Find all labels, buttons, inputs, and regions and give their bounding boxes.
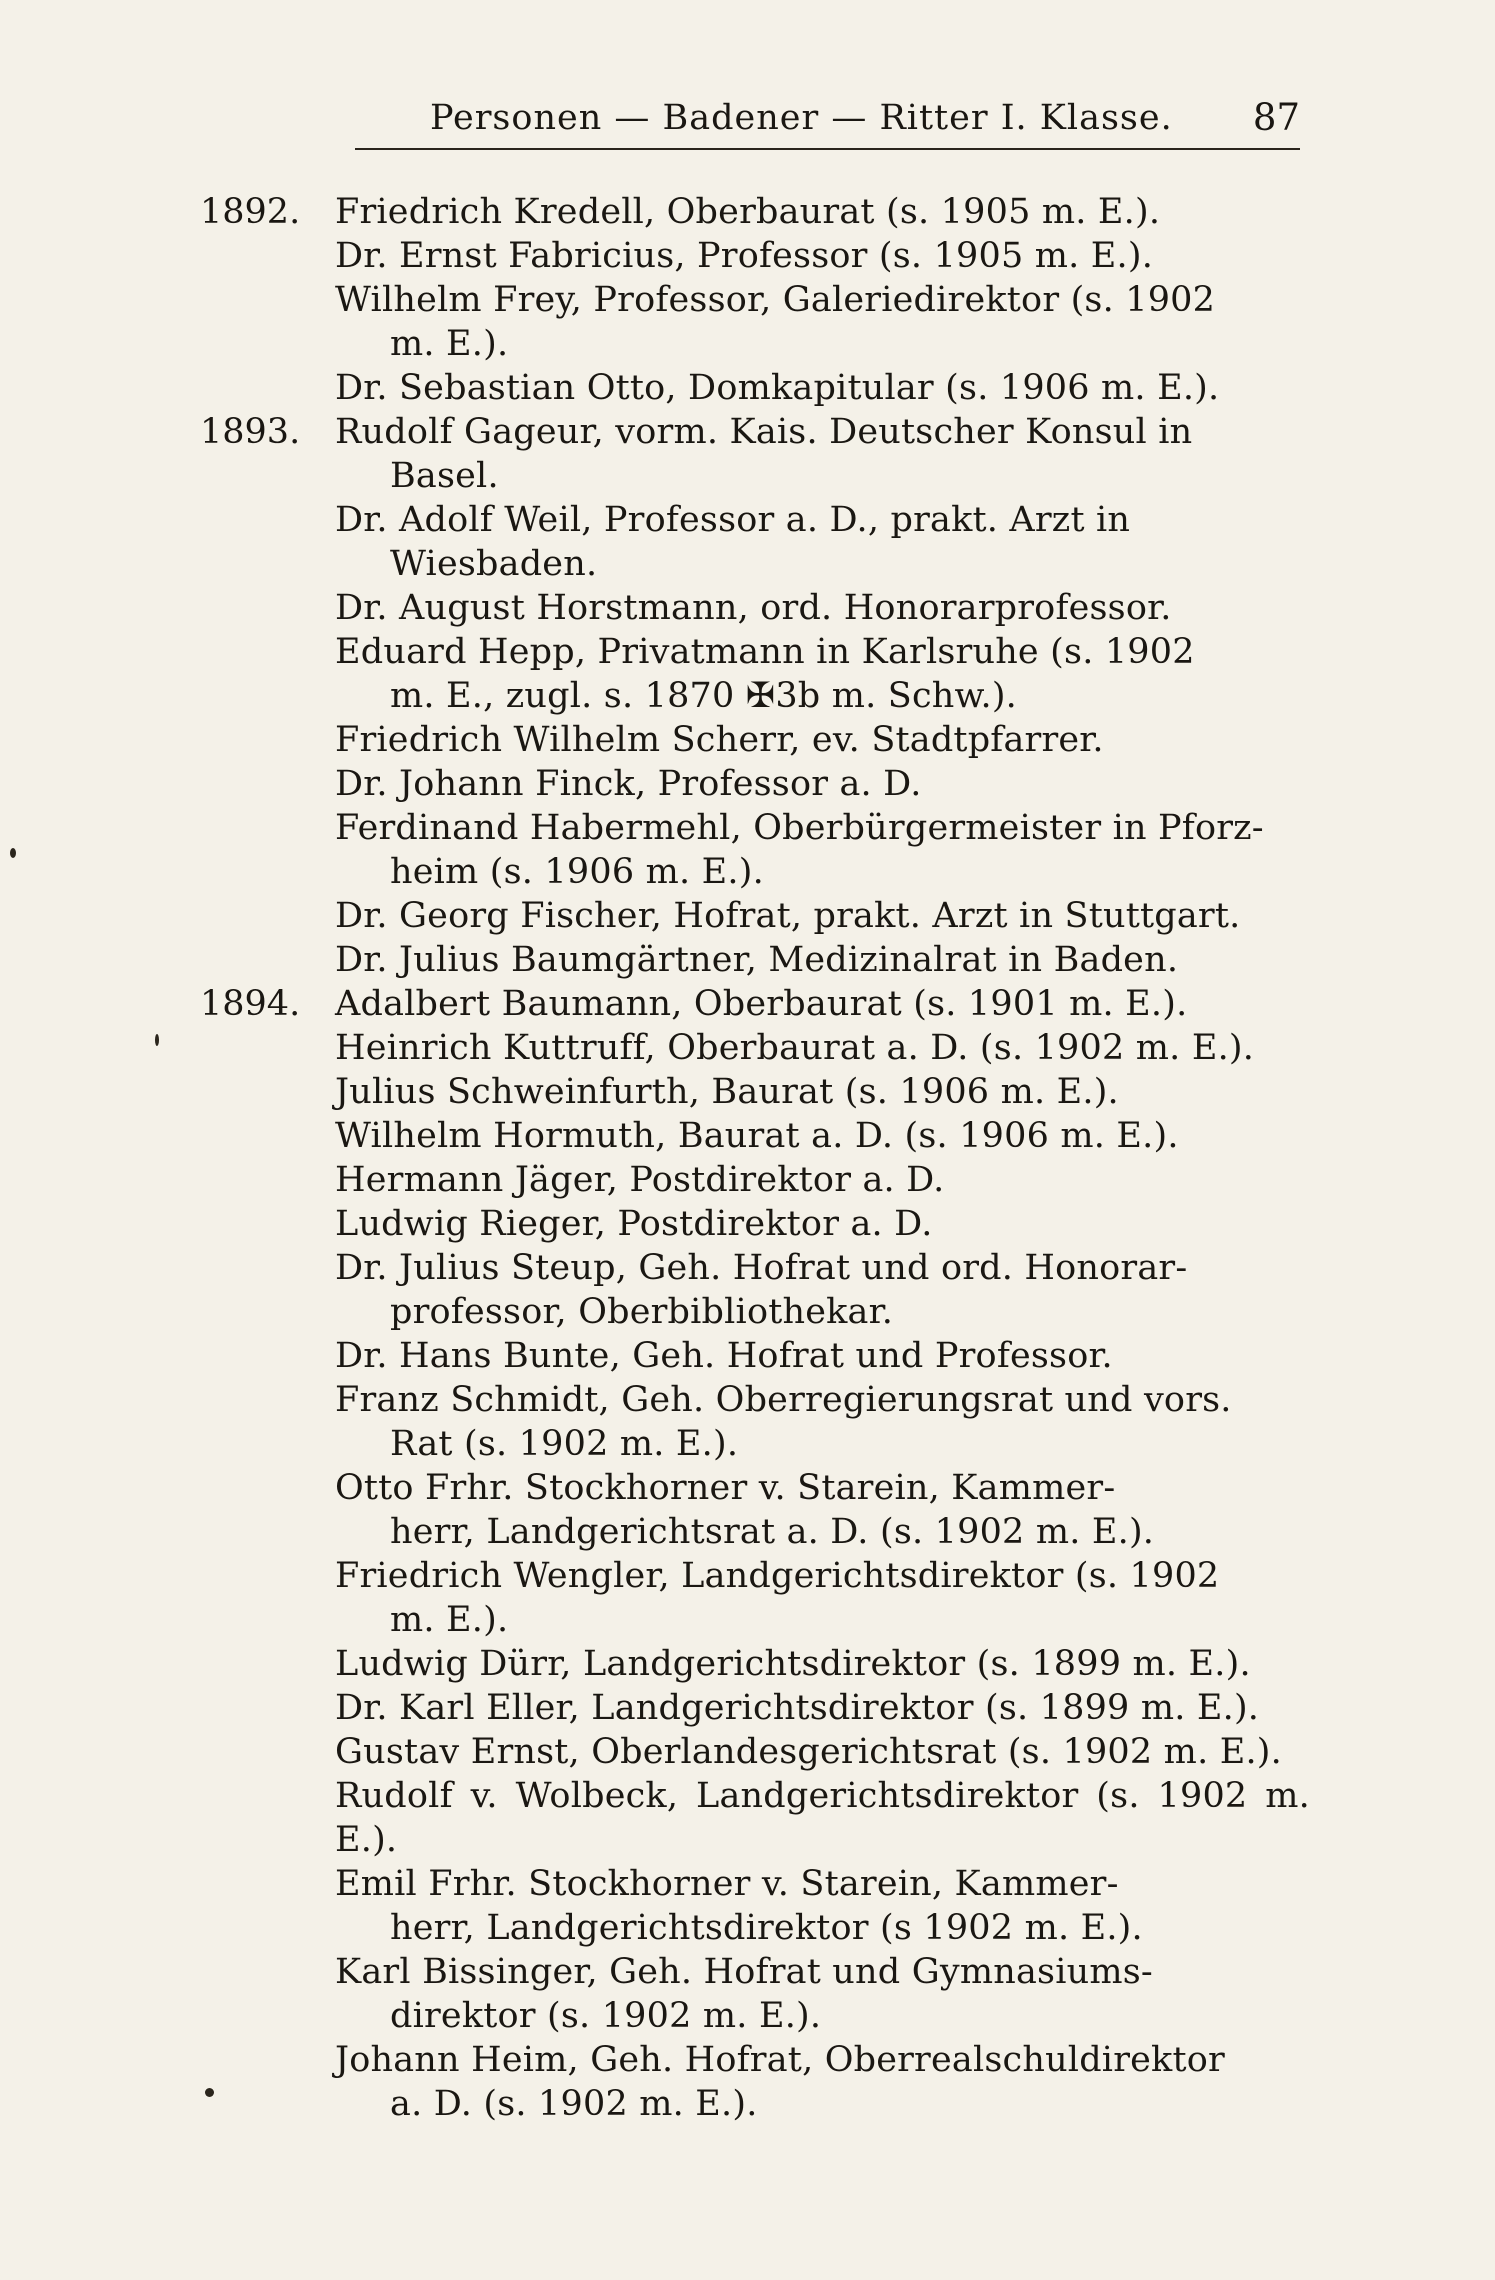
entry-continuation: herr, Landgerichtsdirektor (s 1902 m. E.). xyxy=(390,1908,1143,1948)
entry xyxy=(200,586,1310,630)
entry-line: Karl Bissinger, Geh. Hofrat und Gymnasiums- xyxy=(335,1952,1153,1992)
entry-line: Ferdinand Habermehl, Oberbürgermeister in Pforz- xyxy=(335,808,1264,848)
entry-line: Emil Frhr. Stockhorner v. Starein, Kammer- xyxy=(335,1864,1119,1904)
entry-continuation: Rat (s. 1902 m. E.). xyxy=(390,1424,739,1464)
entry-line: Ludwig Dürr, Landgerichtsdirektor (s. 1899 m. E.). xyxy=(335,1644,1251,1684)
entry xyxy=(200,1686,1310,1730)
entry-continuation: herr, Landgerichtsrat a. D. (s. 1902 m. E.). xyxy=(390,1512,1155,1552)
entry xyxy=(200,1950,1310,2038)
entry-line: Ludwig Rieger, Postdirektor a. D. xyxy=(335,1204,933,1244)
entry xyxy=(200,366,1310,410)
entry-line: Dr. Hans Bunte, Geh. Hofrat und Professor. xyxy=(335,1336,1113,1376)
margin-speck xyxy=(10,848,16,858)
entry-continuation: Wiesbaden. xyxy=(390,544,598,584)
entry-line: Franz Schmidt, Geh. Oberregierungsrat und vors. xyxy=(335,1380,1232,1420)
entry-continuation: Basel. xyxy=(390,456,499,496)
year-group xyxy=(200,190,1310,410)
entry xyxy=(200,1642,1310,1686)
entry xyxy=(200,1246,1310,1334)
entry-continuation: m. E.). xyxy=(390,324,509,364)
entry-line: Johann Heim, Geh. Hofrat, Oberrealschuldirektor xyxy=(335,2040,1225,2080)
entry xyxy=(200,718,1310,762)
entry-line: Eduard Hepp, Privatmann in Karlsruhe (s. 1902 xyxy=(335,632,1195,672)
entry-line: Hermann Jäger, Postdirektor a. D. xyxy=(335,1160,945,1200)
entry xyxy=(200,630,1310,718)
entry-line: Dr. Adolf Weil, Professor a. D., prakt. Arzt in xyxy=(335,500,1131,540)
entry xyxy=(200,1114,1310,1158)
entry xyxy=(200,1862,1310,1950)
entry xyxy=(200,1202,1310,1246)
entry-line: Friedrich Wilhelm Scherr, ev. Stadtpfarrer. xyxy=(335,720,1104,760)
entry-line: Julius Schweinfurth, Baurat (s. 1906 m. E.). xyxy=(335,1072,1119,1112)
entry-line: Dr. Georg Fischer, Hofrat, prakt. Arzt in Stuttgart. xyxy=(335,896,1241,936)
entry xyxy=(200,1026,1310,1070)
entry xyxy=(200,190,1310,234)
entry-line: Heinrich Kuttruff, Oberbaurat a. D. (s. 1902 m. E.). xyxy=(335,1028,1255,1068)
entry-continuation: a. D. (s. 1902 m. E.). xyxy=(390,2084,758,2124)
entry-continuation: m. E.). xyxy=(390,1600,509,1640)
entry-line: Adalbert Baumann, Oberbaurat (s. 1901 m. E.). xyxy=(335,984,1188,1024)
entry xyxy=(200,1466,1310,1554)
entry xyxy=(200,410,1310,498)
entry xyxy=(200,1774,1310,1862)
entry-line: Friedrich Kredell, Oberbaurat (s. 1905 m. E.). xyxy=(335,192,1161,232)
entry-line: Otto Frhr. Stockhorner v. Starein, Kammer- xyxy=(335,1468,1116,1508)
header-rule xyxy=(355,148,1300,150)
entry-line: Rudolf v. Wolbeck, Landgerichtsdirektor (s. 1902 m. E.). xyxy=(335,1776,1310,1860)
entry xyxy=(200,278,1310,366)
entry-continuation: direktor (s. 1902 m. E.). xyxy=(390,1996,822,2036)
margin-speck xyxy=(155,1034,159,1046)
year-group xyxy=(200,982,1310,2126)
entry-line: Dr. Ernst Fabricius, Professor (s. 1905 m. E.). xyxy=(335,236,1154,276)
entry-line: Dr. Julius Steup, Geh. Hofrat und ord. Honorar- xyxy=(335,1248,1188,1288)
entry-line: Wilhelm Hormuth, Baurat a. D. (s. 1906 m. E.). xyxy=(335,1116,1179,1156)
year-group xyxy=(200,410,1310,982)
entry xyxy=(200,1070,1310,1114)
running-head: Personen — Badener — Ritter I. Klasse. xyxy=(430,98,1173,138)
entry xyxy=(200,234,1310,278)
entry xyxy=(200,982,1310,1026)
entry xyxy=(200,1378,1310,1466)
year-label: 1892. xyxy=(200,192,301,232)
entry-line: Dr. Sebastian Otto, Domkapitular (s. 1906 m. E.). xyxy=(335,368,1220,408)
entry-line: Rudolf Gageur, vorm. Kais. Deutscher Konsul in xyxy=(335,412,1193,452)
entry-line: Dr. Johann Finck, Professor a. D. xyxy=(335,764,922,804)
entry-continuation: m. E., zugl. s. 1870 ✠3b m. Schw.). xyxy=(390,676,1018,716)
page-header xyxy=(370,92,1300,152)
entry-line: Dr. Julius Baumgärtner, Medizinalrat in Baden. xyxy=(335,940,1179,980)
year-label: 1893. xyxy=(200,412,301,452)
entry-continuation: professor, Oberbibliothekar. xyxy=(390,1292,894,1332)
entry-line: Wilhelm Frey, Professor, Galeriedirektor (s. 1902 xyxy=(335,280,1216,320)
entry xyxy=(200,938,1310,982)
entry-line: Friedrich Wengler, Landgerichtsdirektor (s. 1902 xyxy=(335,1556,1220,1596)
entry-list xyxy=(200,190,1310,2126)
page-number: 87 xyxy=(1252,96,1300,139)
entry-line: Gustav Ernst, Oberlandesgerichtsrat (s. 1902 m. E.). xyxy=(335,1732,1282,1772)
entry xyxy=(200,806,1310,894)
entry xyxy=(200,1334,1310,1378)
entry xyxy=(200,2038,1310,2126)
entry xyxy=(200,894,1310,938)
entry-line: Dr. Karl Eller, Landgerichtsdirektor (s. 1899 m. E.). xyxy=(335,1688,1260,1728)
entry-line: Dr. August Horstmann, ord. Honorarprofessor. xyxy=(335,588,1172,628)
year-label: 1894. xyxy=(200,984,301,1024)
entry xyxy=(200,1158,1310,1202)
entry xyxy=(200,1554,1310,1642)
entry-continuation: heim (s. 1906 m. E.). xyxy=(390,852,764,892)
entry xyxy=(200,498,1310,586)
margin-speck xyxy=(205,2088,214,2097)
entry xyxy=(200,762,1310,806)
entry xyxy=(200,1730,1310,1774)
